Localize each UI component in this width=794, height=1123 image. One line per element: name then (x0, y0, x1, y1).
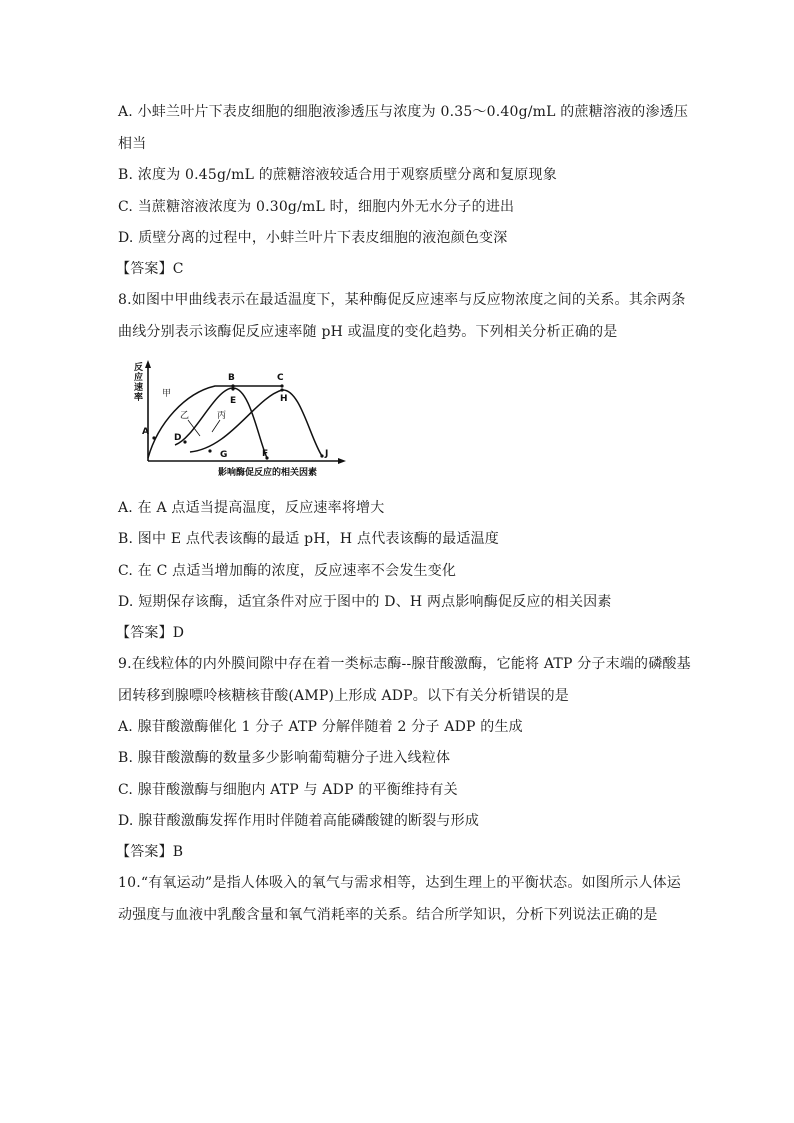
q7-answer: 【答案】C (116, 261, 184, 277)
curve-label-bing: 丙 (217, 411, 227, 421)
y-axis-arrow (145, 360, 151, 368)
q9-answer: 【答案】B (116, 844, 184, 860)
enzyme-rate-diagram (134, 358, 370, 483)
q9-option-d: D. 腺苷酸激酶发挥作用时伴随着高能磷酸键的断裂与形成 (118, 813, 480, 829)
q8-stem-line2: 曲线分别表示该酶促反应速率随 pH 或温度的变化趋势。下列相关分析正确的是 (118, 324, 618, 340)
y-axis-label-3: 速 (134, 383, 144, 393)
q10-stem-line1: 10.“有氧运动”是指人体吸入的氧气与需求相等，达到生理上的平衡状态。如图所示人体运 (118, 875, 681, 891)
q9-stem-line2: 团转移到腺嘌呤核糖核苷酸(AMP)上形成 ADP。以下有关分析错误的是 (118, 688, 569, 704)
q8-option-d: D. 短期保存该酶，适宜条件对应于图中的 D、H 两点影响酶促反应的相关因素 (118, 594, 612, 610)
point-a-dot (152, 436, 155, 439)
q9-option-c: C. 腺苷酸激酶与细胞内 ATP 与 ADP 的平衡维持有关 (118, 782, 458, 798)
q8-answer: 【答案】D (116, 625, 185, 641)
point-g-dot (208, 449, 211, 452)
y-axis-label-1: 反 (134, 363, 144, 373)
point-c-dot (280, 384, 283, 387)
curve-label-yi: 乙 (180, 411, 190, 421)
point-b-dot (231, 384, 234, 387)
y-axis-label-2: 应 (134, 373, 144, 383)
x-axis-label: 影响酶促反应的相关因素 (218, 468, 318, 478)
point-e-label: E (230, 396, 237, 406)
curve-label-jia: 甲 (162, 389, 172, 399)
point-h-dot (280, 388, 283, 391)
q8-stem-line1: 8.如图中甲曲线表示在最适温度下，某种酶促反应速率与反应物浓度之间的关系。其余两条 (118, 292, 686, 308)
q9-option-b: B. 腺苷酸激酶的数量多少影响葡萄糖分子进入线粒体 (118, 750, 451, 766)
point-j-dot (320, 454, 323, 457)
point-h-label: H (280, 394, 288, 404)
q10-stem-line2: 动强度与血液中乳酸含量和氧气消耗率的关系。结合所学知识，分析下列说法正确的是 (118, 907, 658, 923)
q8-option-a: A. 在 A 点适当提高温度，反应速率将增大 (118, 500, 385, 516)
point-d-label: D (174, 433, 182, 443)
q7-option-a-line2: 相当 (118, 136, 147, 152)
point-b-label: B (228, 373, 235, 383)
point-c-label: C (277, 373, 284, 383)
point-g-label: G (220, 450, 228, 460)
point-j-label: J (325, 449, 329, 459)
q7-option-b: B. 浓度为 0.45g/mL 的蔗糖溶液较适合用于观察质壁分离和复原现象 (118, 167, 557, 183)
q9-option-a: A. 腺苷酸激酶催化 1 分子 ATP 分解伴随着 2 分子 ADP 的生成 (118, 719, 523, 735)
bing-leader (212, 420, 220, 432)
x-axis-arrow (338, 458, 346, 464)
q8-option-c: C. 在 C 点适当增加酶的浓度，反应速率不会发生变化 (118, 563, 457, 579)
point-d-dot (183, 440, 186, 443)
point-f-label: F (262, 449, 269, 459)
point-a-label: A (142, 427, 149, 437)
y-axis-label-4: 率 (134, 393, 144, 403)
q9-stem-line1: 9.在线粒体的内外膜间隙中存在着一类标志酶--腺苷酸激酶，它能将 ATP 分子末端的磷酸基 (118, 656, 691, 672)
point-e-dot (231, 387, 234, 390)
q7-option-c: C. 当蔗糖溶液浓度为 0.30g/mL 时，细胞内外无水分子的进出 (118, 199, 515, 215)
enzyme-rate-figure (134, 358, 370, 483)
q8-option-b: B. 图中 E 点代表该酶的最适 pH，H 点代表该酶的最适温度 (118, 531, 499, 547)
q7-option-a-line1: A. 小蚌兰叶片下表皮细胞的细胞液渗透压与浓度为 0.35～0.40g/mL 的蔗糖溶液的渗透压 (118, 104, 689, 120)
q7-option-d: D. 质壁分离的过程中，小蚌兰叶片下表皮细胞的液泡颜色变深 (118, 230, 508, 246)
